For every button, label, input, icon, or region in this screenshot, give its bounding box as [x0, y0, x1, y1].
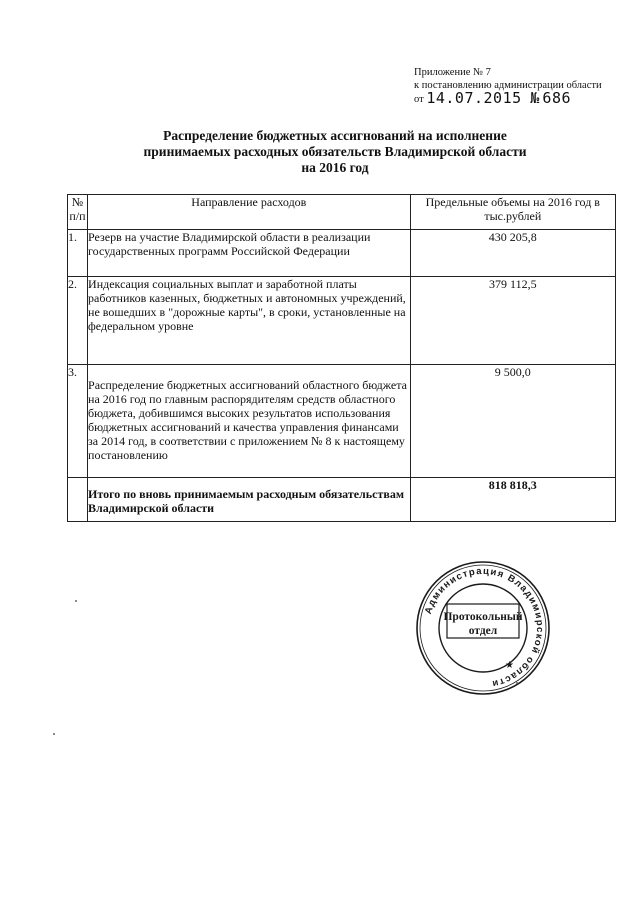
appendix-header — [414, 66, 624, 106]
total-num-cell — [68, 478, 88, 522]
stamp-center-line-2: отдел — [468, 625, 498, 637]
title-line-1: Распределение бюджетных ассигнований на исполнение — [163, 128, 507, 143]
title-line-2: принимаемых расходных обязательств Владимирской области — [143, 144, 527, 159]
appendix-label: Приложение № 7 — [414, 67, 491, 78]
row-amount: 9 500,0 — [410, 365, 615, 478]
appendix-date-line — [414, 89, 624, 107]
stamp-ring-text: Администрация Владимирской области — [422, 565, 546, 690]
row-direction: Индексация социальных выплат и заработной платы работников казенных, бюджетных и автономных учреждений, не вошедших в "дорожные карты", в сроки, установленные на федеральном уровне — [88, 277, 411, 365]
title-line-3: на 2016 год — [301, 160, 369, 175]
document-title — [100, 128, 570, 176]
official-stamp — [413, 558, 553, 698]
budget-table — [67, 194, 616, 522]
table-row — [68, 365, 616, 478]
table-row — [68, 230, 616, 277]
scan-speck — [53, 733, 55, 735]
table-header-row — [68, 195, 616, 230]
scan-speck — [75, 600, 77, 602]
table-total-row — [68, 478, 616, 522]
row-num: 2. — [68, 277, 88, 365]
appendix-number-sign: № — [530, 89, 540, 107]
appendix-number: 686 — [542, 89, 572, 107]
row-num: 3. — [68, 365, 88, 478]
total-amount: 818 818,3 — [410, 478, 615, 522]
row-amount: 379 112,5 — [410, 277, 615, 365]
total-label: Итого по вновь принимаемым расходным обязательствам Владимирской области — [88, 478, 411, 522]
header-amount: Предельные объемы на 2016 год в тыс.рублей — [410, 195, 615, 230]
row-direction: Распределение бюджетных ассигнований областного бюджета на 2016 год по главным распорядителям средств областного бюджета, добившимся высоких результатов использования бюджетных ассигнований и качества управления финансами за 2014 год, в соответствии с приложением № 8 к настоящему постановлению — [88, 365, 411, 478]
table-row — [68, 277, 616, 365]
header-num: № п/п — [68, 195, 88, 230]
stamp-star-icon: ★ — [505, 660, 514, 671]
header-direction: Направление расходов — [88, 195, 411, 230]
appendix-date: 14.07.2015 — [426, 89, 522, 107]
appendix-from-prefix: от — [414, 94, 424, 105]
scan-speck — [516, 682, 518, 684]
row-num: 1. — [68, 230, 88, 277]
stamp-center-line-1: Протокольный — [443, 611, 523, 623]
row-direction: Резерв на участие Владимирской области в реализации государственных программ Российской Федерации — [88, 230, 411, 277]
row-amount: 430 205,8 — [410, 230, 615, 277]
appendix-reference: к постановлению администрации области — [414, 80, 602, 91]
